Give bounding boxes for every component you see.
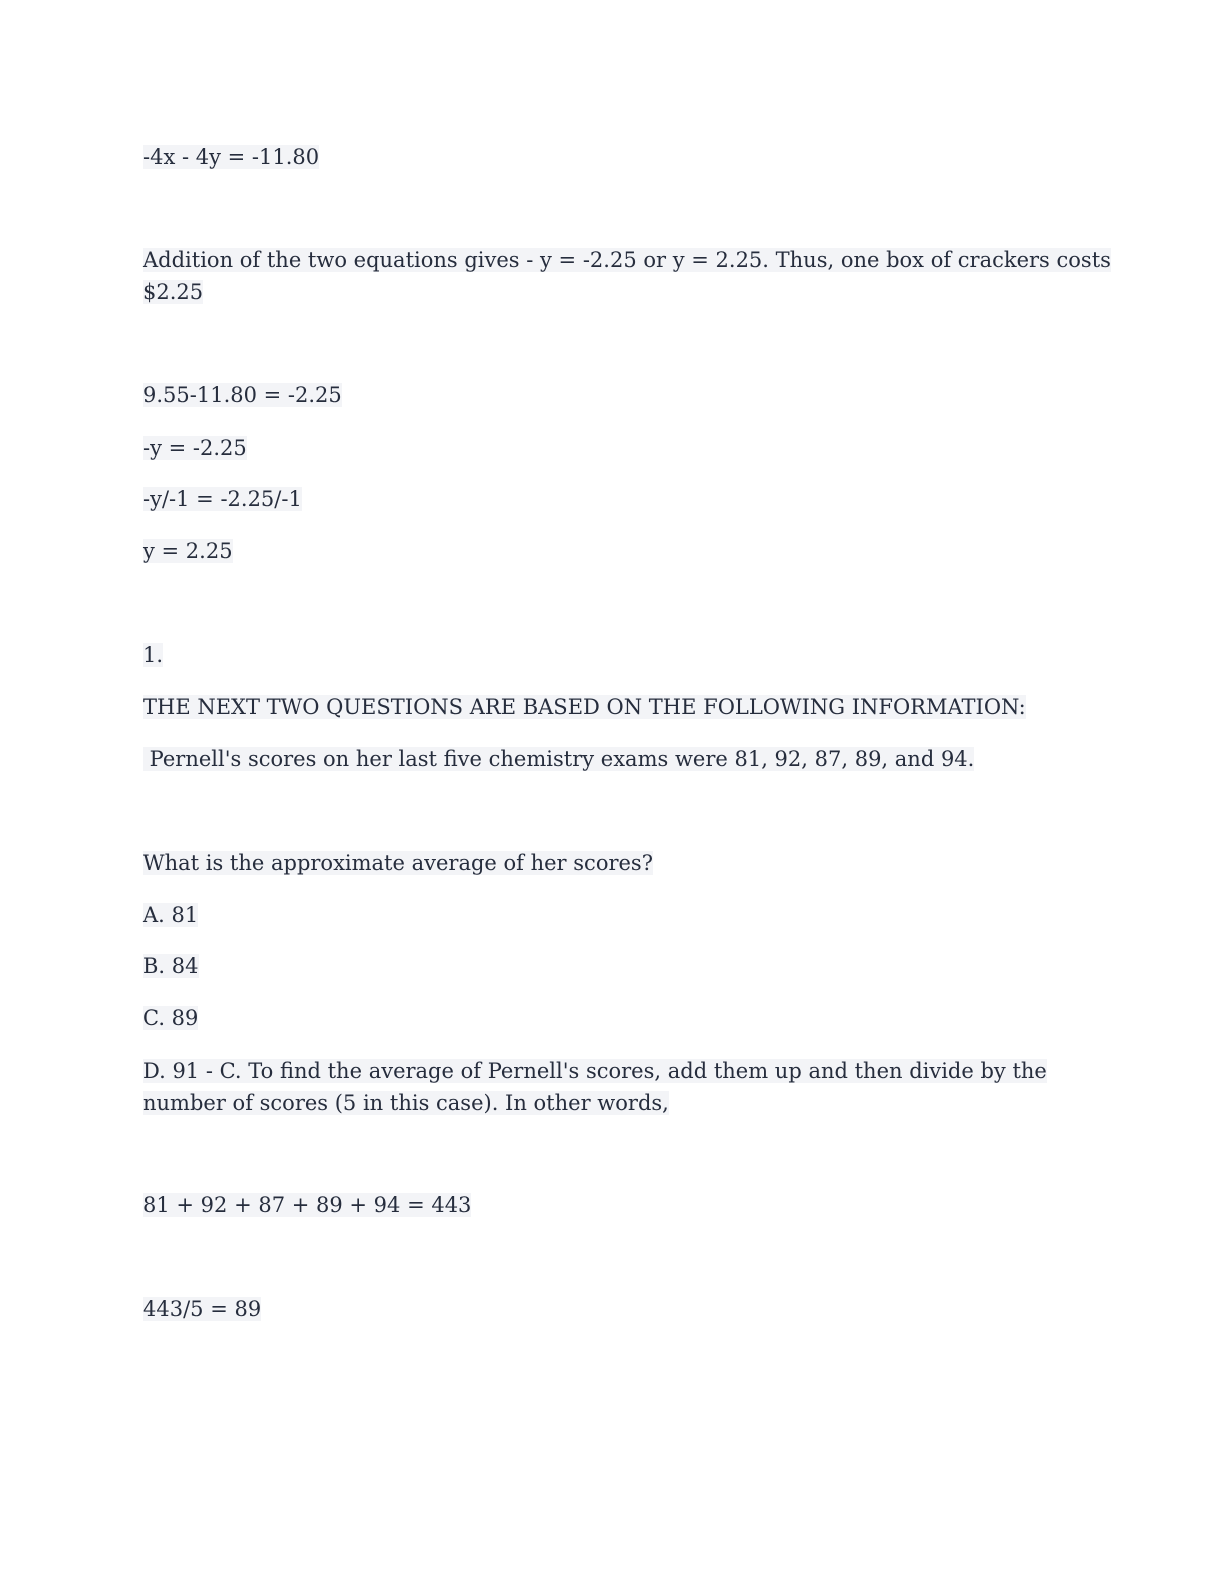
section-heading [143,691,1026,723]
answer-option-text: A. 81 [143,903,199,927]
equation-text: 443/5 = 89 [143,1297,262,1321]
explanation-line [143,1087,669,1119]
equation-text: -4x - 4y = -11.80 [143,145,320,169]
equation-line [143,432,247,464]
info-line [143,743,974,775]
answer-option-c [143,1002,198,1034]
equation-line [143,483,302,515]
answer-option-b [143,950,199,982]
answer-option-a [143,899,198,931]
equation-line [143,1293,261,1325]
equation-line [143,535,233,567]
question-number [143,639,163,671]
equation-line [143,141,319,173]
answer-option-text: D. 91 - C. To find the average of Pernell's scores, add them up and then divide by the [143,1059,1047,1083]
info-text: Pernell's scores on her last five chemistry exams were 81, 92, 87, 89, and 94. [143,747,975,771]
paragraph-line [143,276,203,308]
equation-text: -y/-1 = -2.25/-1 [143,487,302,511]
question-text-content: What is the approximate average of her scores? [143,851,653,875]
equation-line [143,1189,471,1221]
paragraph-line [143,244,1111,276]
equation-text: -y = -2.25 [143,436,247,460]
answer-option-text: B. 84 [143,954,199,978]
paragraph-text: $2.25 [143,280,204,304]
answer-option-text: C. 89 [143,1006,199,1030]
equation-text: 9.55-11.80 = -2.25 [143,383,342,407]
equation-line [143,379,342,411]
question-number-text: 1. [143,643,164,667]
question-text [143,847,653,879]
section-heading-text: THE NEXT TWO QUESTIONS ARE BASED ON THE FOLLOWING INFORMATION: [143,695,1026,719]
explanation-text: number of scores (5 in this case). In other words, [143,1091,669,1115]
equation-text: y = 2.25 [143,539,233,563]
answer-option-d [143,1055,1047,1087]
equation-text: 81 + 92 + 87 + 89 + 94 = 443 [143,1193,472,1217]
paragraph-text: Addition of the two equations gives - y = -2.25 or y = 2.25. Thus, one box of crackers costs [143,248,1111,272]
